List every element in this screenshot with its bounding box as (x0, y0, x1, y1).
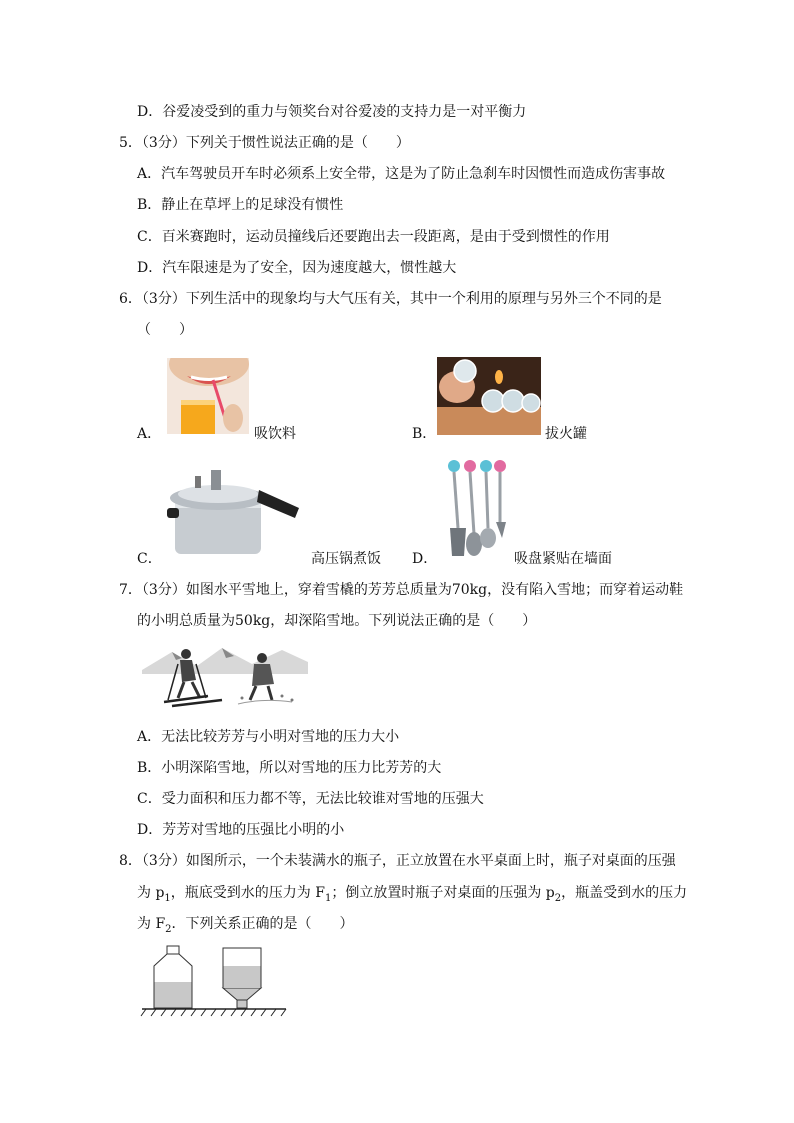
q8-line2-part-a: 为 p (137, 885, 165, 901)
q8-line2-part-d: ，瓶盖受到水的压力 (561, 885, 688, 901)
q5-option-a: A．汽车驾驶员开车时必须系上安全带，这是为了防止急刹车时因惯性而造成伤害事故 (137, 166, 666, 182)
q8-stem-line2 (137, 884, 687, 902)
q8-line2-part-c: ；倒立放置时瓶子对桌面的压强为 p (331, 885, 555, 901)
q7-option-b: B．小明深陷雪地，所以对雪地的压力比芳芳的大 (137, 760, 442, 776)
q8-f1-subscript: 1 (324, 892, 332, 904)
q6-option-d-letter: D． (412, 551, 438, 567)
q6-option-d-caption: 吸盘紧贴在墙面 (514, 551, 612, 567)
q7-stem-line1: 7．（3分）如图水平雪地上，穿着雪橇的芳芳总质量为70kg，没有陷入雪地；而穿着运动鞋 (119, 582, 684, 598)
q5-stem: 5．（3分）下列关于惯性说法正确的是（ ） (119, 135, 410, 151)
q5-option-c: C．百米赛跑时，运动员撞线后还要跑出去一段距离，是由于受到惯性的作用 (137, 229, 610, 245)
q6-option-b-caption: 拔火罐 (545, 426, 587, 442)
q6-option-c-letter: C． (137, 551, 162, 567)
q8-line3-part-a: 为 F (137, 916, 166, 932)
q7-option-d: D．芳芳对雪地的压强比小明的小 (137, 822, 345, 838)
q6-option-c-caption: 高压锅煮饭 (311, 551, 381, 567)
cupping-image (437, 357, 541, 435)
q5-option-d: D．汽车限速是为了安全，因为速度越大，惯性越大 (137, 260, 457, 276)
q6-option-a-caption: 吸饮料 (254, 426, 296, 442)
pressure-cooker-image (165, 460, 305, 560)
q7-option-a: A．无法比较芳芳与小明对雪地的压力大小 (137, 729, 400, 745)
q7-option-c: C．受力面积和压力都不等，无法比较谁对雪地的压强大 (137, 791, 484, 807)
q8-p1-subscript: 1 (164, 892, 171, 904)
q8-p2-subscript: 2 (554, 892, 562, 904)
snow-skiers-image (142, 640, 308, 710)
q6-option-b-letter: B． (412, 426, 437, 442)
q6-stem-line1: 6．（3分）下列生活中的现象均与大气压有关，其中一个利用的原理与另外三个不同的是 (119, 291, 662, 307)
q5-option-b: B．静止在草坪上的足球没有惯性 (137, 197, 344, 213)
bottle-diagram (140, 942, 290, 1018)
q7-stem-line2: 的小明总质量为50kg，却深陷雪地。下列说法正确的是（ ） (137, 613, 537, 629)
q8-stem-line3 (137, 915, 354, 933)
q4-option-d: D．谷爱凌受到的重力与领奖台对谷爱凌的支持力是一对平衡力 (137, 104, 527, 120)
q8-line2-part-b: ，瓶底受到水的压力为 F (170, 885, 325, 901)
suction-hooks-image (440, 458, 510, 560)
q6-stem-line2: （ ） (137, 322, 193, 338)
q8-f2-subscript: 2 (165, 923, 172, 935)
q8-line3-part-b: ．下列关系正确的是（ ） (171, 916, 354, 932)
q8-stem-line1: 8．（3分）如图所示，一个未装满水的瓶子，正立放置在水平桌面上时，瓶子对桌面的压强 (119, 853, 676, 869)
q6-option-a-letter: A． (137, 426, 162, 442)
straw-drink-image (167, 358, 249, 434)
